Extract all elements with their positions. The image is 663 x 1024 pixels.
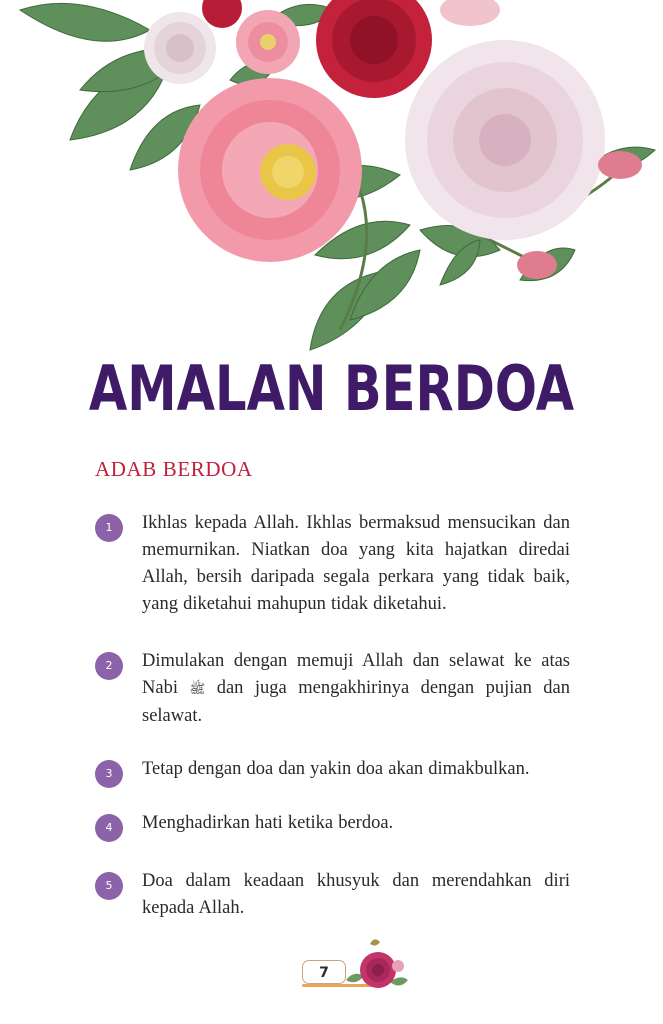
list-item-text: Ikhlas kepada Allah. Ikhlas bermaksud mensucikan dan memurnikan. Niatkan doa yang kita hajatkan diredai Allah, bersih daripada segala perkara yang tidak baik, yang diketahui mahupun tidak diketahui. [142,513,570,614]
list-item-text: Menghadirkan hati ketika berdoa. [142,813,394,833]
number-badge: 2 [95,652,123,680]
honorific-symbol: ﷺ [189,682,206,697]
list-item-text-before: Dimulakan dengan memuji Allah dan selawat ke atas Nabi [142,651,570,698]
list-item-text-after: dan juga mengakhirinya dengan pujian dan selawat. [142,678,571,726]
number-badge: 3 [95,760,123,788]
list-item-text: Doa dalam keadaan khusyuk dan merendahkan diri kepada Allah. [142,871,570,918]
list-item-text: Tetap dengan doa dan yakin doa akan dimakbulkan. [142,759,530,779]
number-badge: 5 [95,872,123,900]
number-badge: 4 [95,814,123,842]
section-heading: ADAB BERDOA [95,457,253,481]
number-badge: 1 [95,514,123,542]
rose-bouquet-illustration [0,0,663,360]
page-footer [300,932,420,994]
small-rose-illustration [340,936,412,994]
list-item-text [142,648,570,730]
page-number: 7 [302,960,346,984]
page-title: AMALAN BERDOA [88,352,575,425]
